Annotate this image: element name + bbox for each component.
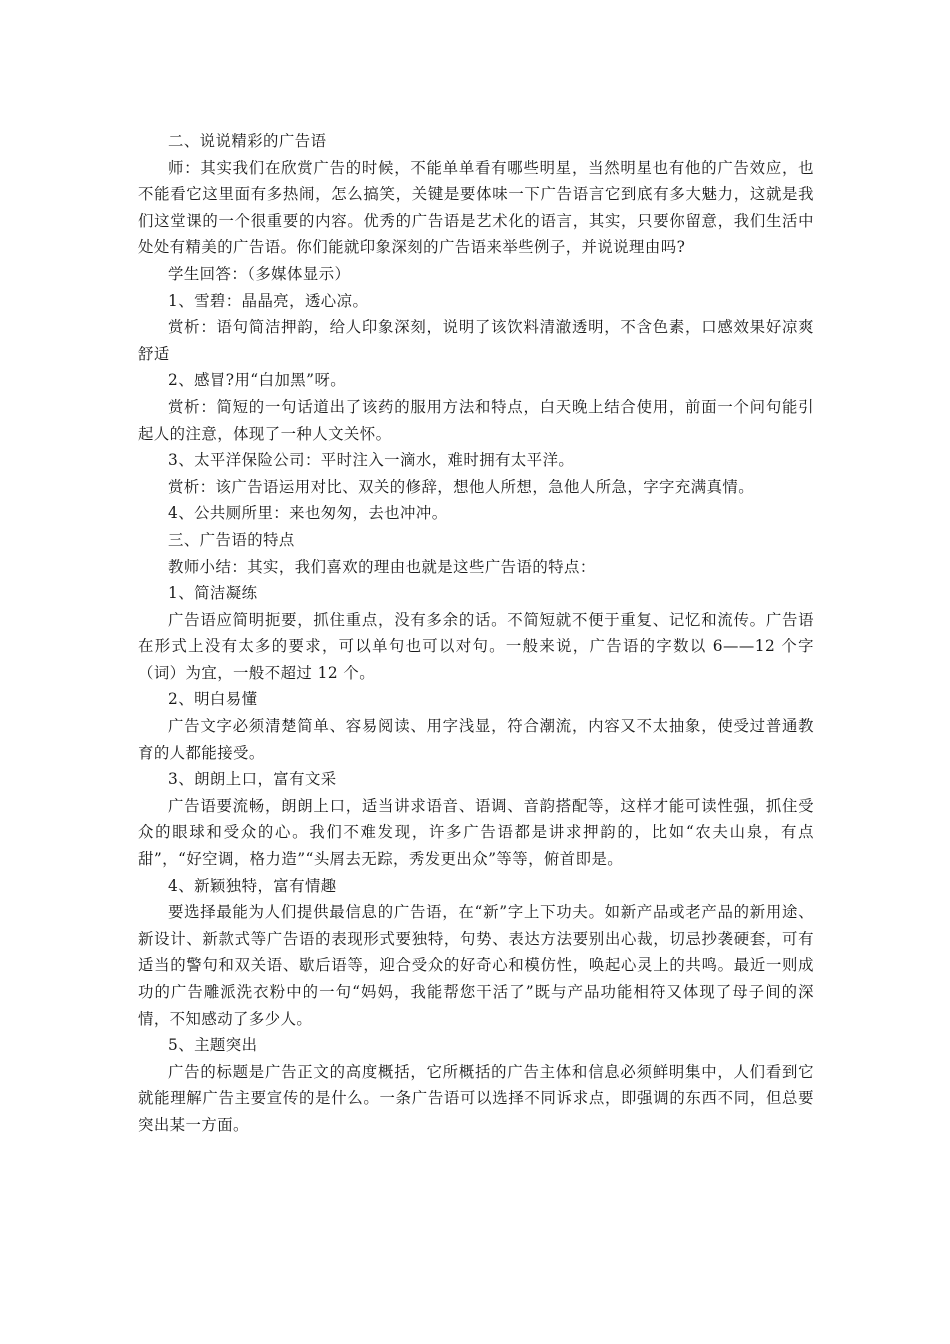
feature-3-body: 广告语要流畅，朗朗上口，适当讲求语音、语调、音韵搭配等，这样才能可读性强，抓住受众的眼球和受众的心。我们不难发现，许多广告语都是讲求押韵的，比如“农夫山泉，有点甜”，“好空调，格力造”“头屑去无踪，秀发更出众”等等，俯首即是。 xyxy=(138,796,814,869)
feature-1-body: 广告语应简明扼要，抓住重点，没有多余的话。不简短就不便于重复、记忆和流传。广告语在形式上没有太多的要求，可以单句也可以对句。一般来说，广告语的字数以 6——12 个字（词）为宜，一般不超过 12 个。 xyxy=(138,610,814,682)
feature-1-title: 1、简洁凝练 xyxy=(168,584,258,603)
example-3: 3、太平洋保险公司：平时注入一滴水，难时拥有太平洋。 xyxy=(168,451,575,470)
analysis-2: 赏析：简短的一句话道出了该药的服用方法和特点，白天晚上结合使用，前面一个问句能引起人的注意，体现了一种人文关怀。 xyxy=(138,397,814,443)
feature-4-body: 要选择最能为人们提供最信息的广告语，在“新”字上下功夫。如新产品或老产品的新用途、新设计、新款式等广告语的表现形式要独特，句势、表达方法要别出心裁，切忌抄袭硬套，可有适当的警句和双关语、歇后语等，迎合受众的好奇心和模仿性，唤起心灵上的共鸣。最近一则成功的广告雕派洗衣粉中的一句“妈妈，我能帮您干活了”既与产品功能相符又体现了母子间的深情，不知感动了多少人。 xyxy=(138,903,814,1028)
feature-5-body: 广告的标题是广告正文的高度概括，它所概括的广告主体和信息必须鲜明集中，人们看到它就能理解广告主要宣传的是什么。一条广告语可以选择不同诉求点，即强调的东西不同，但总要突出某一方面。 xyxy=(138,1062,814,1134)
student-answer-label: 学生回答：（多媒体显示） xyxy=(168,264,351,283)
example-1: 1、雪碧：晶晶亮，透心凉。 xyxy=(168,291,369,310)
feature-4-title: 4、新颖独特，富有情趣 xyxy=(168,876,337,895)
teacher-summary: 教师小结：其实，我们喜欢的理由也就是这些广告语的特点： xyxy=(168,557,596,576)
feature-2-title: 2、明白易懂 xyxy=(168,690,258,709)
analysis-1: 赏析：语句简洁押韵，给人印象深刻，说明了该饮料清澈透明，不含色素，口感效果好凉爽舒适 xyxy=(138,318,814,363)
example-2: 2、感冒?用“白加黑”呀。 xyxy=(168,371,347,390)
analysis-3: 赏析：该广告语运用对比、双关的修辞，想他人所想，急他人所急，字字充满真情。 xyxy=(168,477,755,496)
teacher-intro-paragraph: 师：其实我们在欣赏广告的时候，不能单单看有哪些明星，当然明星也有他的广告效应，也不能看它这里面有多热闹，怎么搞笑，关键是要体味一下广告语言它到底有多大魅力，这就是我们这堂课的一个很重要的内容。优秀的广告语是艺术化的语言，其实，只要你留意，我们生活中处处有精美的广告语。你们能就印象深刻的广告语来举些例子，并说说理由吗? xyxy=(138,158,814,257)
section-heading-2: 二、说说精彩的广告语 xyxy=(168,132,327,150)
feature-5-title: 5、主题突出 xyxy=(168,1036,258,1055)
feature-3-title: 3、朗朗上口，富有文采 xyxy=(168,770,337,789)
section-heading-3: 三、广告语的特点 xyxy=(168,530,295,549)
feature-2-body: 广告文字必须清楚简单、容易阅读、用字浅显，符合潮流，内容又不太抽象，使受过普通教育的人都能接受。 xyxy=(138,717,814,762)
document-body xyxy=(138,128,814,1139)
example-4: 4、公共厕所里：来也匆匆，去也冲冲。 xyxy=(168,504,448,523)
